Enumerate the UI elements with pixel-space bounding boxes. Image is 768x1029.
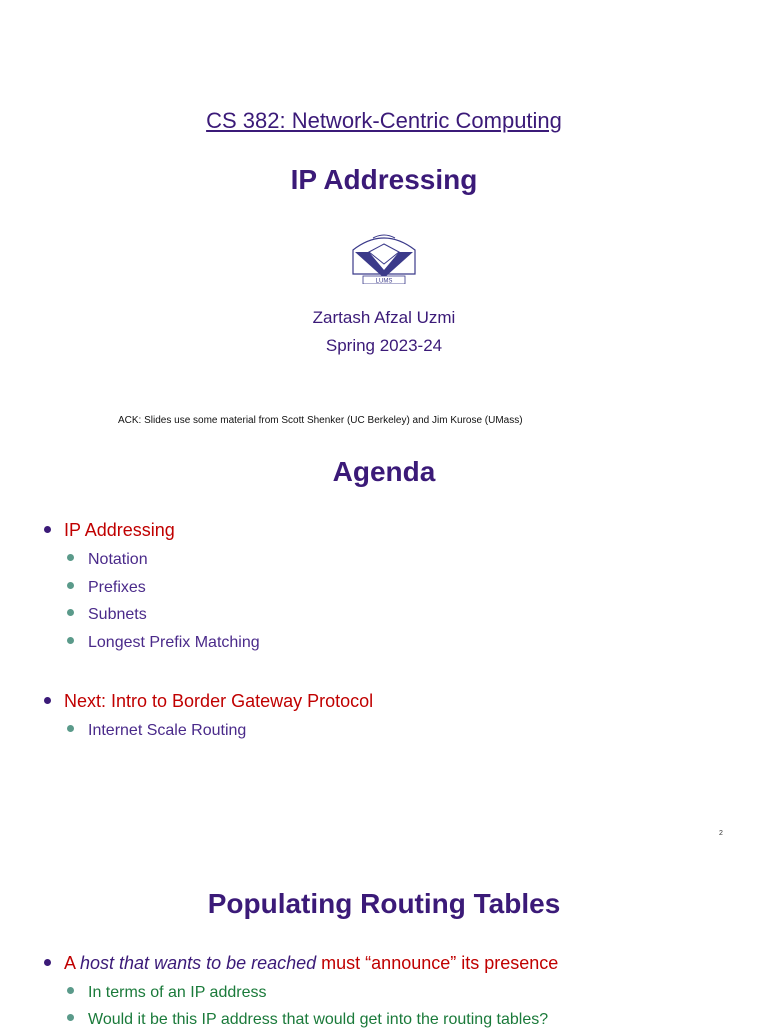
routing-title: Populating Routing Tables [207, 888, 561, 919]
agenda-subitem-label: Subnets [88, 606, 147, 623]
bullet-icon [44, 697, 51, 704]
routing-subitem-label: Would it be this IP address that would get into the routing tables? [88, 1011, 549, 1028]
agenda-subitem [67, 606, 147, 624]
bullet-icon [44, 959, 51, 966]
agenda-subitem [67, 551, 148, 569]
agenda-title: Agenda [332, 456, 436, 487]
agenda-subitem-label: Internet Scale Routing [88, 722, 247, 739]
bullet-icon [44, 526, 51, 533]
bullet-icon [67, 987, 74, 994]
lums-logo-text: LUMS [375, 278, 393, 284]
lums-logo [347, 224, 421, 284]
page-number: 2 [719, 830, 723, 837]
routing-subitem [67, 1011, 548, 1029]
agenda-item [44, 520, 175, 541]
bullet-icon [67, 582, 74, 589]
agenda-subitem [67, 579, 146, 597]
acknowledgement: ACK: Slides use some material from Scott Shenker (UC Berkeley) and Jim Kurose (UMass) [118, 415, 523, 426]
course-title: CS 382: Network-Centric Computing [206, 108, 562, 133]
routing-subitem [67, 984, 266, 1002]
routing-subitem-label: In terms of an IP address [88, 984, 267, 1001]
lecture-title: IP Addressing [290, 164, 478, 195]
agenda-subitem-label: Longest Prefix Matching [88, 634, 260, 651]
author-name: Zartash Afzal Uzmi [312, 308, 456, 327]
agenda-item [44, 691, 373, 712]
agenda-subitem-label: Prefixes [88, 579, 146, 596]
agenda-subitem [67, 634, 260, 652]
agenda-subitem-label: Notation [88, 551, 148, 568]
bullet-suffix: must “announce” its presence [316, 953, 559, 973]
agenda-item-label: Next: Intro to Border Gateway Protocol [64, 691, 374, 711]
agenda-item-label: IP Addressing [64, 520, 175, 540]
bullet-icon [67, 725, 74, 732]
bullet-emphasis: host that wants to be reached [80, 953, 317, 973]
bullet-icon [67, 1014, 74, 1021]
bullet-icon [67, 609, 74, 616]
bullet-icon [67, 637, 74, 644]
bullet-prefix: A [64, 953, 81, 973]
routing-bullet [44, 953, 558, 974]
term: Spring 2023-24 [325, 336, 443, 355]
bullet-icon [67, 554, 74, 561]
agenda-subitem [67, 722, 246, 740]
